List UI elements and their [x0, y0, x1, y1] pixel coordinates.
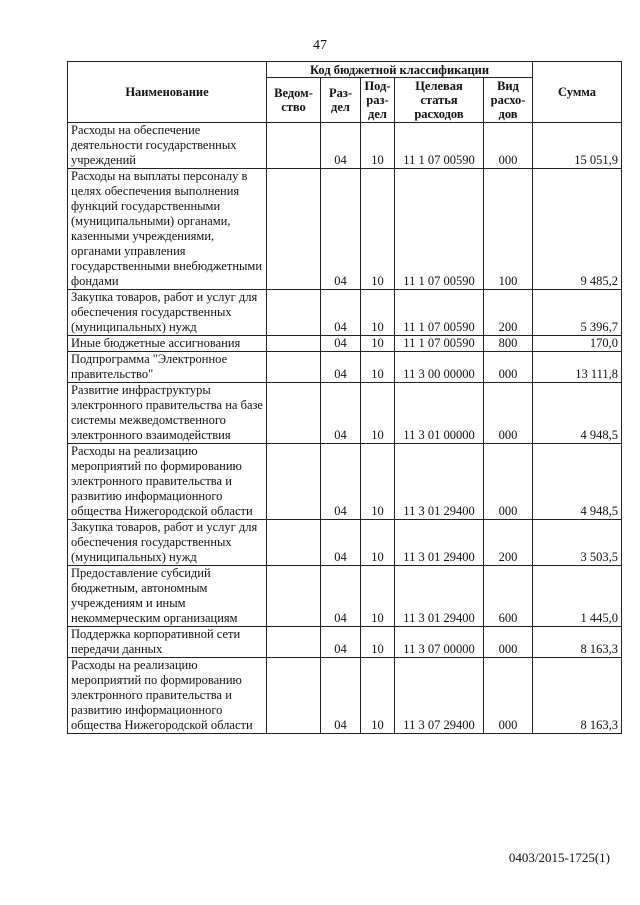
- row-podrazdel: 10: [361, 123, 395, 169]
- row-razdel: 04: [321, 290, 361, 336]
- row-expense-type: 600: [484, 566, 533, 627]
- row-razdel: 04: [321, 444, 361, 520]
- row-podrazdel: 10: [361, 169, 395, 290]
- row-podrazdel: 10: [361, 520, 395, 566]
- table-row: [68, 169, 622, 290]
- table-row: [68, 658, 622, 734]
- row-podrazdel: 10: [361, 290, 395, 336]
- page-number: 47: [313, 38, 327, 53]
- row-razdel: 04: [321, 336, 361, 352]
- table-header: [68, 62, 622, 123]
- header-razdel: Раз- дел: [321, 78, 361, 123]
- row-name: Расходы на реализацию мероприятий по формированию электронного правительства и развитию информационного общества Нижегородской области: [68, 444, 267, 520]
- row-sum: 1 445,0: [533, 566, 622, 627]
- row-razdel: 04: [321, 520, 361, 566]
- row-sum: 8 163,3: [533, 658, 622, 734]
- row-name: Расходы на реализацию мероприятий по формированию электронного правительства и развитию информационного общества Нижегородской области: [68, 658, 267, 734]
- row-target-article: 11 3 01 29400: [395, 566, 484, 627]
- row-expense-type: 000: [484, 383, 533, 444]
- row-razdel: 04: [321, 352, 361, 383]
- budget-table: [67, 61, 622, 734]
- row-vedomstvo: [267, 383, 321, 444]
- row-target-article: 11 3 07 29400: [395, 658, 484, 734]
- row-razdel: 04: [321, 627, 361, 658]
- row-name: Закупка товаров, работ и услуг для обеспечения государственных (муниципальных) нужд: [68, 290, 267, 336]
- table-row: [68, 383, 622, 444]
- row-name: Предоставление субсидий бюджетным, автономным учреждениям и иным некоммерческим организациям: [68, 566, 267, 627]
- row-expense-type: 200: [484, 290, 533, 336]
- table-row: [68, 336, 622, 352]
- row-target-article: 11 3 01 00000: [395, 383, 484, 444]
- row-name: Закупка товаров, работ и услуг для обеспечения государственных (муниципальных) нужд: [68, 520, 267, 566]
- row-vedomstvo: [267, 123, 321, 169]
- row-razdel: 04: [321, 658, 361, 734]
- row-vedomstvo: [267, 520, 321, 566]
- table-body: [68, 123, 622, 734]
- row-vedomstvo: [267, 444, 321, 520]
- row-razdel: 04: [321, 169, 361, 290]
- row-target-article: 11 1 07 00590: [395, 123, 484, 169]
- row-target-article: 11 3 01 29400: [395, 444, 484, 520]
- row-name: Развитие инфраструктуры электронного правительства на базе системы межведомственного электронного взаимодействия: [68, 383, 267, 444]
- row-sum: 8 163,3: [533, 627, 622, 658]
- row-podrazdel: 10: [361, 444, 395, 520]
- row-name: Иные бюджетные ассигнования: [68, 336, 267, 352]
- row-razdel: 04: [321, 383, 361, 444]
- row-podrazdel: 10: [361, 627, 395, 658]
- row-vedomstvo: [267, 169, 321, 290]
- row-podrazdel: 10: [361, 352, 395, 383]
- table-row: [68, 123, 622, 169]
- row-target-article: 11 3 00 00000: [395, 352, 484, 383]
- row-target-article: 11 1 07 00590: [395, 290, 484, 336]
- row-expense-type: 000: [484, 658, 533, 734]
- row-vedomstvo: [267, 352, 321, 383]
- row-name: Расходы на выплаты персоналу в целях обеспечения выполнения функций государственными (муниципальными) органами, казенными учреждениями, органами управления государственными внебюджетными фондами: [68, 169, 267, 290]
- table-row: [68, 352, 622, 383]
- row-sum: 15 051,9: [533, 123, 622, 169]
- row-expense-type: 000: [484, 352, 533, 383]
- table-row: [68, 444, 622, 520]
- row-target-article: 11 1 07 00590: [395, 169, 484, 290]
- header-classification-group: Код бюджетной классификации: [267, 62, 533, 78]
- row-target-article: 11 3 07 00000: [395, 627, 484, 658]
- header-sum: Сумма: [533, 62, 622, 123]
- row-razdel: 04: [321, 123, 361, 169]
- row-podrazdel: 10: [361, 383, 395, 444]
- row-expense-type: 800: [484, 336, 533, 352]
- row-expense-type: 100: [484, 169, 533, 290]
- header-vedomstvo: Ведом- ство: [267, 78, 321, 123]
- table-row: [68, 627, 622, 658]
- row-sum: 170,0: [533, 336, 622, 352]
- row-expense-type: 000: [484, 627, 533, 658]
- row-vedomstvo: [267, 336, 321, 352]
- row-expense-type: 200: [484, 520, 533, 566]
- row-target-article: 11 1 07 00590: [395, 336, 484, 352]
- row-podrazdel: 10: [361, 658, 395, 734]
- row-expense-type: 000: [484, 444, 533, 520]
- row-sum: 4 948,5: [533, 383, 622, 444]
- row-sum: 9 485,2: [533, 169, 622, 290]
- row-name: Расходы на обеспечение деятельности государственных учреждений: [68, 123, 267, 169]
- row-podrazdel: 10: [361, 336, 395, 352]
- row-sum: 4 948,5: [533, 444, 622, 520]
- table-row: [68, 290, 622, 336]
- row-sum: 3 503,5: [533, 520, 622, 566]
- row-sum: 13 111,8: [533, 352, 622, 383]
- table-row: [68, 520, 622, 566]
- row-expense-type: 000: [484, 123, 533, 169]
- row-vedomstvo: [267, 566, 321, 627]
- document-code: 0403/2015-1725(1): [508, 850, 610, 865]
- row-podrazdel: 10: [361, 566, 395, 627]
- row-target-article: 11 3 01 29400: [395, 520, 484, 566]
- row-vedomstvo: [267, 290, 321, 336]
- row-vedomstvo: [267, 658, 321, 734]
- row-name: Поддержка корпоративной сети передачи данных: [68, 627, 267, 658]
- row-vedomstvo: [267, 627, 321, 658]
- header-podrazdel: Под- раз- дел: [361, 78, 395, 123]
- header-expense-type: Вид расхо- дов: [484, 78, 533, 123]
- row-sum: 5 396,7: [533, 290, 622, 336]
- row-name: Подпрограмма "Электронное правительство": [68, 352, 267, 383]
- row-razdel: 04: [321, 566, 361, 627]
- header-name: Наименование: [68, 62, 267, 123]
- table-row: [68, 566, 622, 627]
- header-target-article: Целевая статья расходов: [395, 78, 484, 123]
